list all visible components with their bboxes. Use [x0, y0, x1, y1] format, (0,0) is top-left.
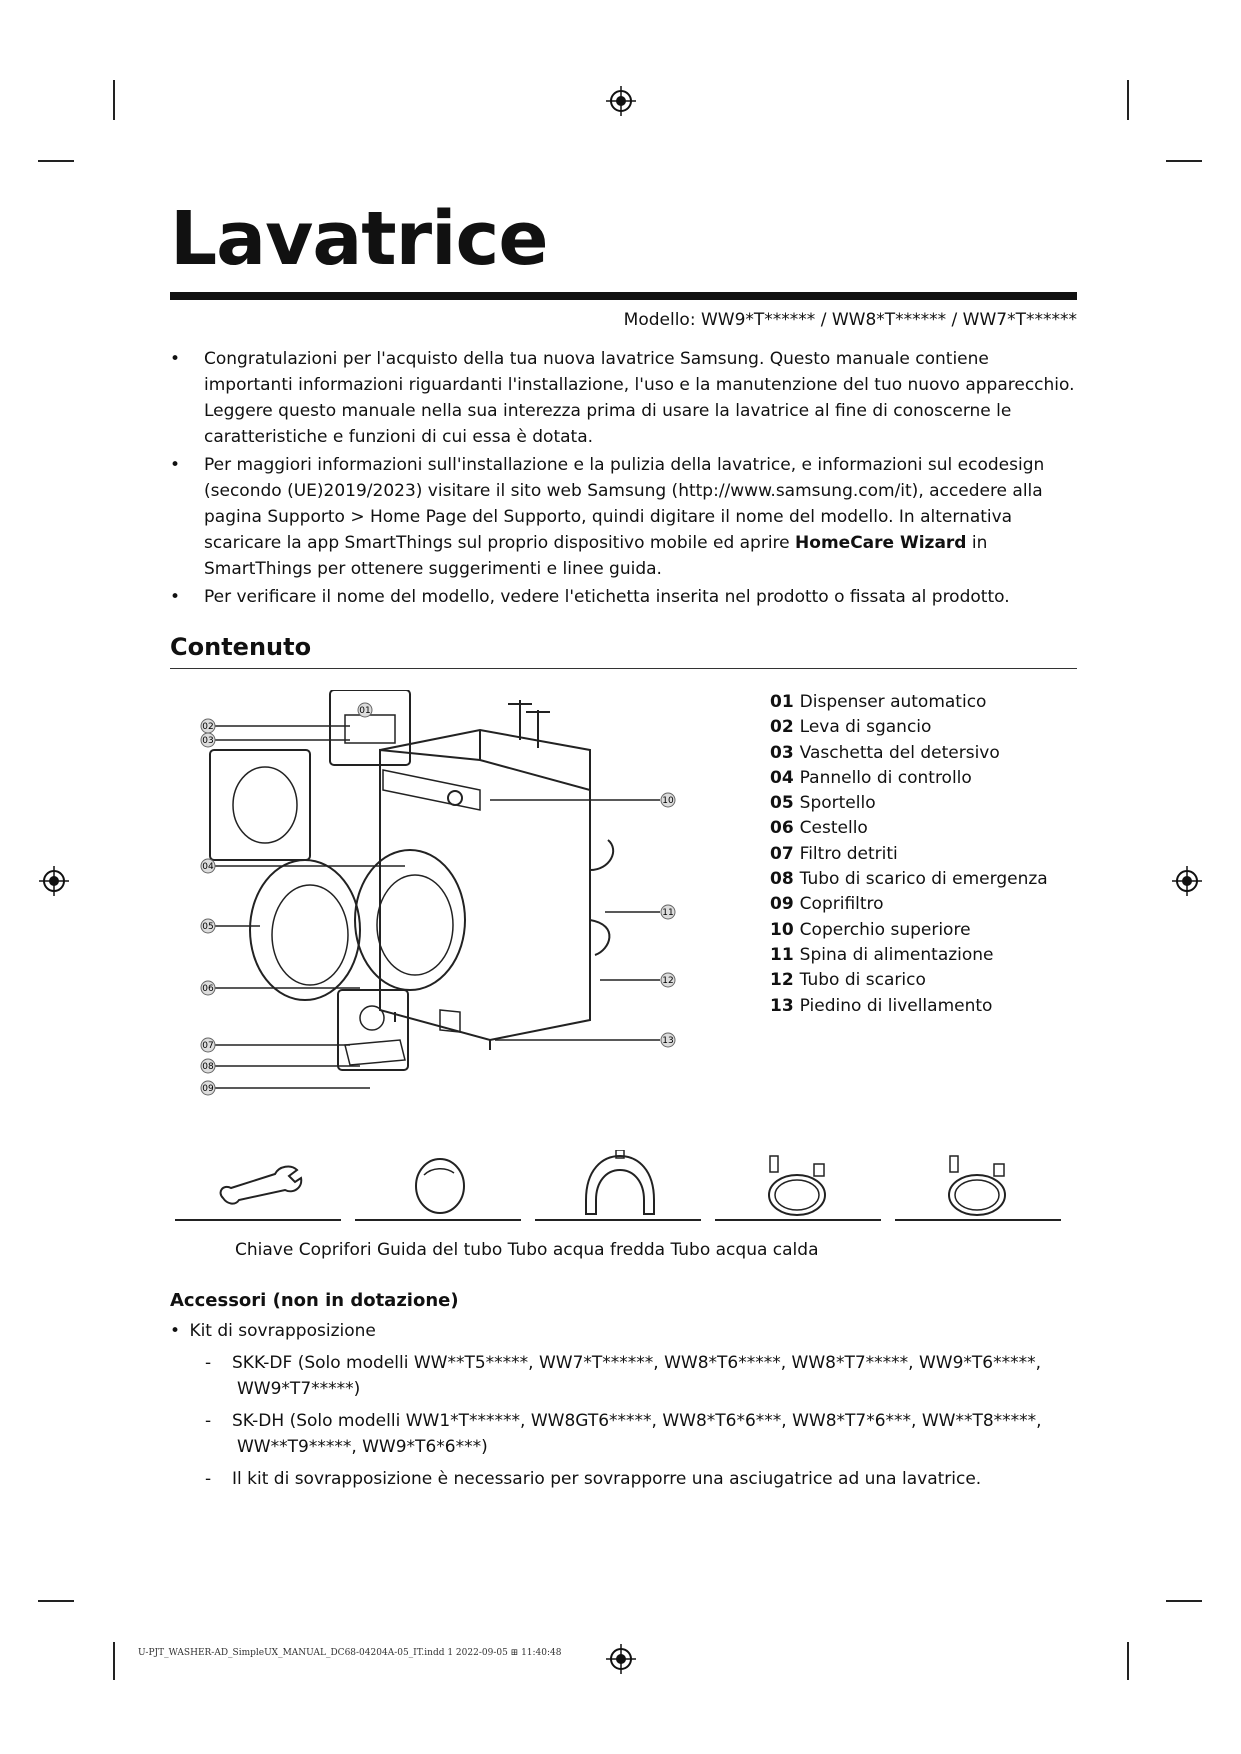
crop-mark — [38, 160, 74, 162]
dash: - — [205, 1353, 212, 1373]
skk-df-text-2: WW9*T7*****) — [237, 1379, 361, 1399]
callout-02 — [201, 719, 215, 733]
part-item — [770, 741, 1048, 766]
part-item — [770, 867, 1048, 892]
crop-mark — [1127, 1642, 1129, 1680]
bullet: • — [170, 349, 181, 369]
part-number: 05 — [770, 793, 794, 814]
part-number: 10 — [770, 919, 794, 940]
part-label: Dispenser automatico — [799, 692, 987, 712]
part-label: Coprifiltro — [799, 894, 884, 915]
part-item — [770, 766, 1048, 791]
part-number: 13 — [770, 995, 794, 1016]
bullet: • — [170, 1321, 181, 1341]
cold-water-hose-icon — [762, 1150, 832, 1220]
callout-label: 04 — [202, 862, 214, 872]
callout-09 — [201, 1081, 215, 1095]
model-number: Modello: WW9*T****** / WW8*T****** / WW7*T****** — [623, 310, 1077, 330]
part-item — [770, 715, 1048, 740]
intro-item — [170, 452, 1080, 582]
callout-04 — [201, 859, 215, 873]
intro-item — [170, 346, 1080, 450]
part-number: 04 — [770, 767, 794, 788]
callout-label: 06 — [202, 984, 214, 994]
hot-water-hose-icon — [942, 1150, 1012, 1220]
registration-mark-icon — [606, 1644, 636, 1674]
bullet: • — [170, 587, 181, 607]
section-rule — [170, 668, 1077, 669]
intro-text-3: Per verificare il nome del modello, vedere l'etichetta inserita nel prodotto o fissata al prodotto. — [204, 587, 1010, 607]
part-number: 11 — [770, 944, 794, 965]
part-label: Piedino di livellamento — [799, 995, 993, 1016]
callout-label: 08 — [202, 1062, 214, 1072]
sk-dh-text-2: WW**T9*****, WW9*T6*6***) — [237, 1437, 488, 1457]
hose-guide-icon — [580, 1150, 660, 1220]
callout-label: 09 — [202, 1084, 214, 1094]
sk-dh-text: SK-DH (Solo modelli WW1*T******, WW8GT6*****, WW8*T6*6***, WW8*T7*6***, WW**T8*****, — [232, 1411, 1042, 1431]
callout-03 — [201, 733, 215, 747]
kit-label: Kit di sovrapposizione — [189, 1321, 376, 1341]
callout-11 — [661, 905, 675, 919]
part-item — [770, 994, 1048, 1019]
note-text: Il kit di sovrapposizione è necessario per sovrapporre una asciugatrice ad una lavatrice. — [232, 1469, 982, 1489]
part-number: 08 — [770, 869, 794, 890]
part-label: Leva di sgancio — [799, 717, 932, 738]
callout-label: 02 — [202, 722, 214, 732]
accessory-kit — [170, 1318, 1090, 1348]
crop-mark — [1127, 80, 1129, 120]
skk-df-text: SKK-DF (Solo modelli WW**T5*****, WW7*T******, WW8*T6*****, WW8*T7*****, WW9*T6*****, — [232, 1353, 1042, 1373]
part-number: 06 — [770, 818, 794, 839]
part-item — [770, 943, 1048, 968]
dash: - — [205, 1411, 212, 1431]
part-number: 09 — [770, 894, 794, 915]
part-item — [770, 816, 1048, 841]
part-item — [770, 892, 1048, 917]
part-label: Vaschetta del detersivo — [799, 742, 1000, 763]
accessory-rule — [535, 1219, 701, 1221]
callout-label: 07 — [202, 1041, 214, 1051]
callout-10 — [661, 793, 675, 807]
callout-label: 01 — [359, 706, 371, 716]
part-item — [770, 918, 1048, 943]
part-number: 07 — [770, 843, 794, 864]
accessory-labels: Chiave Coprifori Guida del tubo Tubo acqua fredda Tubo acqua calda — [235, 1240, 819, 1260]
part-label: Sportello — [799, 793, 876, 814]
crop-mark — [113, 80, 115, 120]
dash: - — [205, 1469, 212, 1489]
accessory-rule — [895, 1219, 1061, 1221]
callout-07 — [201, 1038, 215, 1052]
parts-list — [770, 690, 1048, 1019]
part-number: 01 — [770, 692, 794, 712]
intro-text-2: Per maggiori informazioni sull'installazione e la pulizia della lavatrice, e informazioni sul ecodesign (secondo (UE)2019/2023) visitare il sito web Samsung (http://www.samsung.com/it), accedere alla pagina Supporto > Home Page del Supporto, quindi digitare il nome del modello. In alternativa scaricare la app SmartThings sul proprio dispositivo mobile ed aprire — [204, 455, 1045, 553]
callout-12 — [661, 973, 675, 987]
part-number: 02 — [770, 717, 794, 738]
part-label: Tubo di scarico di emergenza — [799, 869, 1048, 890]
page-title: Lavatrice — [170, 196, 548, 282]
crop-mark — [38, 1600, 74, 1602]
part-number: 03 — [770, 742, 794, 763]
intro-text-2b: in SmartThings per ottenere suggerimenti e linee guida. — [204, 533, 988, 579]
callout-label: 03 — [202, 736, 214, 746]
callout-label: 10 — [662, 796, 674, 806]
part-item — [770, 842, 1048, 867]
callout-label: 11 — [662, 908, 674, 918]
crop-mark — [113, 1642, 115, 1680]
part-label: Tubo di scarico — [799, 970, 926, 991]
part-number: 12 — [770, 970, 794, 991]
accessory-rule — [175, 1219, 341, 1221]
cap-icon — [410, 1155, 470, 1217]
bullet: • — [170, 455, 181, 475]
footer-slug: U-PJT_WASHER-AD_SimpleUX_MANUAL_DC68-04204A-05_IT.indd 1 2022-09-05 ⊞ 11:40:48 — [138, 1648, 562, 1658]
wrench-icon — [215, 1160, 305, 1210]
callout-label: 05 — [202, 922, 214, 932]
section-title: Contenuto — [170, 633, 312, 661]
accessory-sk-dh — [170, 1408, 1090, 1460]
part-label: Filtro detriti — [799, 843, 898, 864]
accessories-list — [170, 1318, 1090, 1492]
part-label: Pannello di controllo — [799, 767, 972, 788]
part-item — [770, 690, 1048, 715]
crop-mark — [1166, 160, 1202, 162]
accessory-skk-df — [170, 1350, 1090, 1402]
accessory-rule — [715, 1219, 881, 1221]
part-label: Spina di alimentazione — [799, 944, 994, 965]
registration-mark-icon — [1172, 866, 1202, 896]
registration-mark-icon — [39, 866, 69, 896]
accessory-note — [170, 1466, 1090, 1492]
callout-13 — [661, 1033, 675, 1047]
part-label: Cestello — [799, 818, 868, 839]
callout-label: 13 — [662, 1036, 674, 1046]
part-item — [770, 791, 1048, 816]
callout-05 — [201, 919, 215, 933]
intro-item — [170, 584, 1080, 610]
crop-mark — [1166, 1600, 1202, 1602]
registration-mark-icon — [606, 86, 636, 116]
accessory-rule — [355, 1219, 521, 1221]
washer-diagram — [190, 690, 710, 1110]
callout-label: 12 — [662, 976, 674, 986]
homecare-wizard-text: HomeCare Wizard — [795, 533, 967, 553]
intro-text-1: Congratulazioni per l'acquisto della tua nuova lavatrice Samsung. Questo manuale contiene importanti informazioni riguardanti l'installazione, l'uso e la manutenzione del tuo nuovo apparecchio. Leggere questo manuale nella sua interezza prima di usare la lavatrice al fine di conoscerne le caratteristiche e funzioni di cui essa è dotata. — [204, 349, 1075, 447]
title-rule — [170, 292, 1077, 300]
part-label: Coperchio superiore — [799, 919, 971, 940]
callout-06 — [201, 981, 215, 995]
intro-list — [170, 346, 1080, 612]
accessories-title: Accessori (non in dotazione) — [170, 1290, 459, 1311]
callout-01 — [358, 703, 372, 717]
callout-08 — [201, 1059, 215, 1073]
part-item — [770, 968, 1048, 993]
